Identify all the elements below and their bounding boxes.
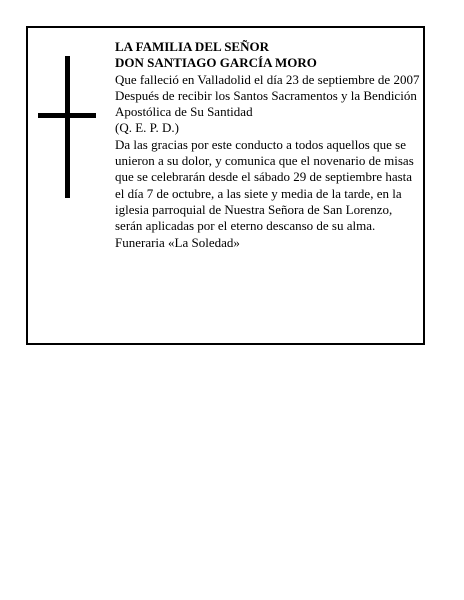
cross-horizontal-bar — [38, 113, 96, 118]
notice-heading-line2: DON SANTIAGO GARCÍA MORO — [115, 55, 317, 71]
obituary-notice — [26, 26, 425, 345]
funeral-home: Funeraria «La Soledad» — [115, 234, 240, 250]
cross-vertical-bar — [65, 56, 70, 198]
cross-icon — [38, 56, 96, 198]
notice-body: Da las gracias por este conducto a todos aquellos que se unieron a su dolor, y comunica que el novenario de misas que se celebrarán desde el sábado 29 de septiembre hasta el día 7 de octubre, a las siete y media de la tarde, en la iglesia parroquial de Nuestra Señora de San Lorenzo, serán aplicadas por el eterno descanso de su alma. — [115, 136, 414, 234]
notice-heading-line1: LA FAMILIA DEL SEÑOR — [115, 39, 269, 54]
death-line: Que falleció en Valladolid el día 23 de septiembre de 2007 — [115, 71, 420, 87]
notice-text — [115, 39, 421, 251]
qepd-line: (Q. E. P. D.) — [115, 120, 179, 136]
sacraments-line: Después de recibir los Santos Sacramentos y la Bendición Apostólica de Su Santidad — [115, 87, 417, 120]
